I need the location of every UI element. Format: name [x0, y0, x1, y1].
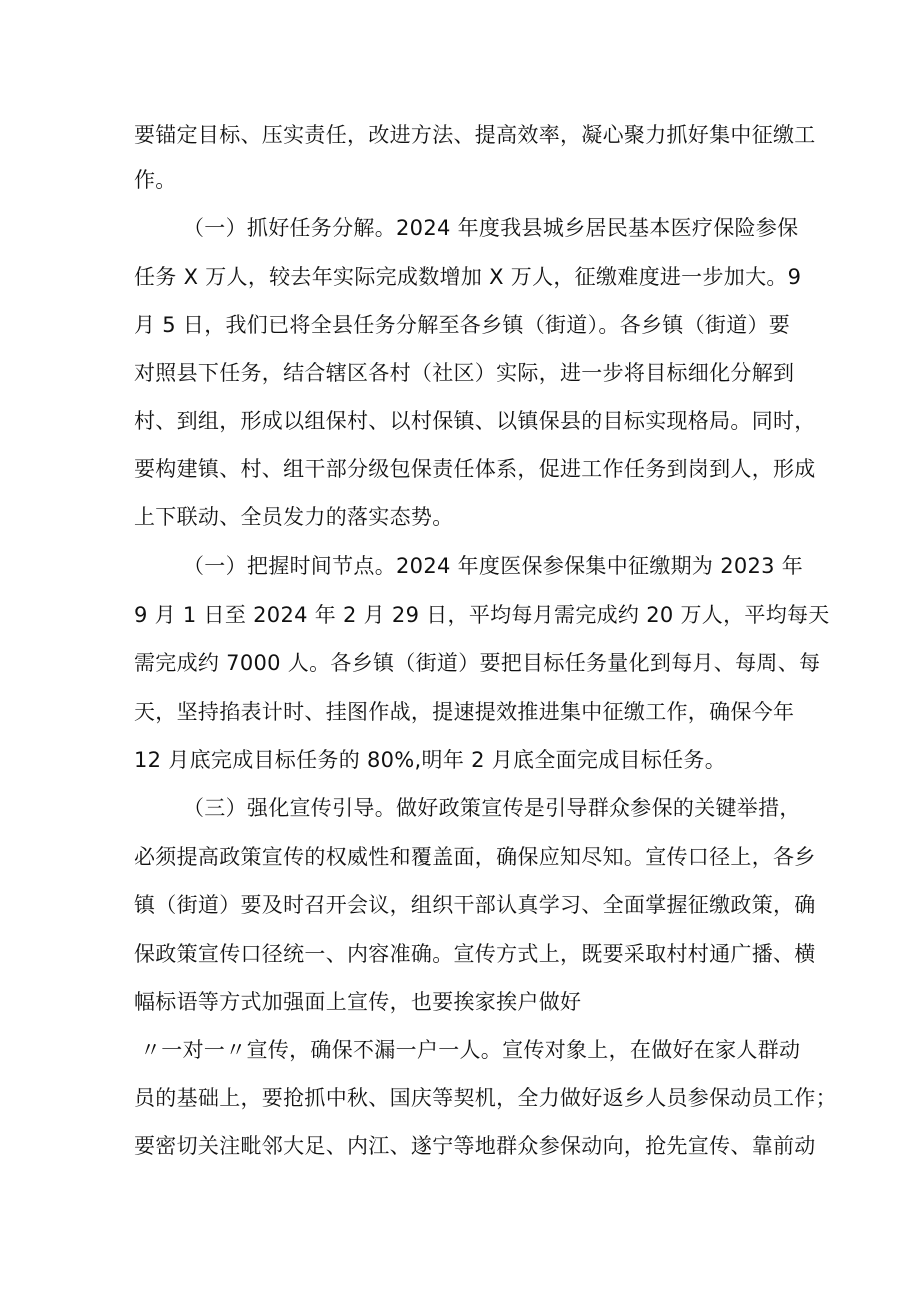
text-line: 12 月底完成目标任务的 80%,明年 2 月底全面完成目标任务。	[134, 748, 727, 772]
text-line: 员的基础上，要抢抓中秋、国庆等契机，全力做好返乡人员参保动员工作；	[134, 1086, 837, 1110]
text-line: 月 5 日，我们已将全县任务分解至各乡镇（街道）。各乡镇（街道）要	[134, 313, 791, 337]
paragraph-1-first-line: （一）抓好任务分解。2024 年度我县城乡居民基本医疗保险参保	[183, 216, 799, 240]
text-line: 天，坚持掐表计时、挂图作战，提速提效推进集中征缴工作，确保今年	[134, 700, 795, 724]
text-line: 要构建镇、村、组干部分级包保责任体系，促进工作任务到岗到人，形成	[134, 457, 816, 481]
text-line: 幅标语等方式加强面上宣传，也要挨家挨户做好	[134, 990, 582, 1014]
text-line: 对照县下任务，结合辖区各村（社区）实际，进一步将目标细化分解到	[134, 361, 795, 385]
text-line: 保政策宣传口径统一、内容准确。宣传方式上，既要采取村村通广播、横	[134, 942, 816, 966]
paragraph-2-first-line: （一）把握时间节点。2024 年度医保参保集中征缴期为 2023 年	[183, 554, 804, 578]
text-line: 〃一对一〃宣传，确保不漏一户一人。宣传对象上，在做好在家人群动	[140, 1038, 801, 1062]
text-line: 必须提高政策宣传的权威性和覆盖面，确保应知尽知。宣传口径上，各乡	[134, 845, 816, 869]
text-line: 需完成约 7000 人。各乡镇（街道）要把目标任务量化到每月、每周、每	[134, 651, 821, 675]
text-line: 要密切关注毗邻大足、内江、遂宁等地群众参保动向，抢先宣传、靠前动	[134, 1134, 816, 1158]
text-line: 村、到组，形成以组保村、以村保镇、以镇保县的目标实现格局。同时，	[134, 409, 816, 433]
text-line: 9 月 1 日至 2024 年 2 月 29 日，平均每月需完成约 20 万人，平均每天	[134, 603, 830, 627]
text-line: 上下联动、全员发力的落实态势。	[134, 505, 454, 529]
paragraph-3-first-line: （三）强化宣传引导。做好政策宣传是引导群众参保的关键举措，	[183, 796, 801, 820]
text-line: 任务 X 万人，较去年实际完成数增加 X 万人，征缴难度进一步加大。9	[134, 265, 802, 289]
text-line: 镇（街道）要及时召开会议，组织干部认真学习、全面掌握征缴政策，确	[134, 893, 816, 917]
text-line: 作。	[134, 168, 177, 192]
text-line: 要锚定目标、压实责任，改进方法、提高效率，凝心聚力抓好集中征缴工	[134, 123, 816, 147]
